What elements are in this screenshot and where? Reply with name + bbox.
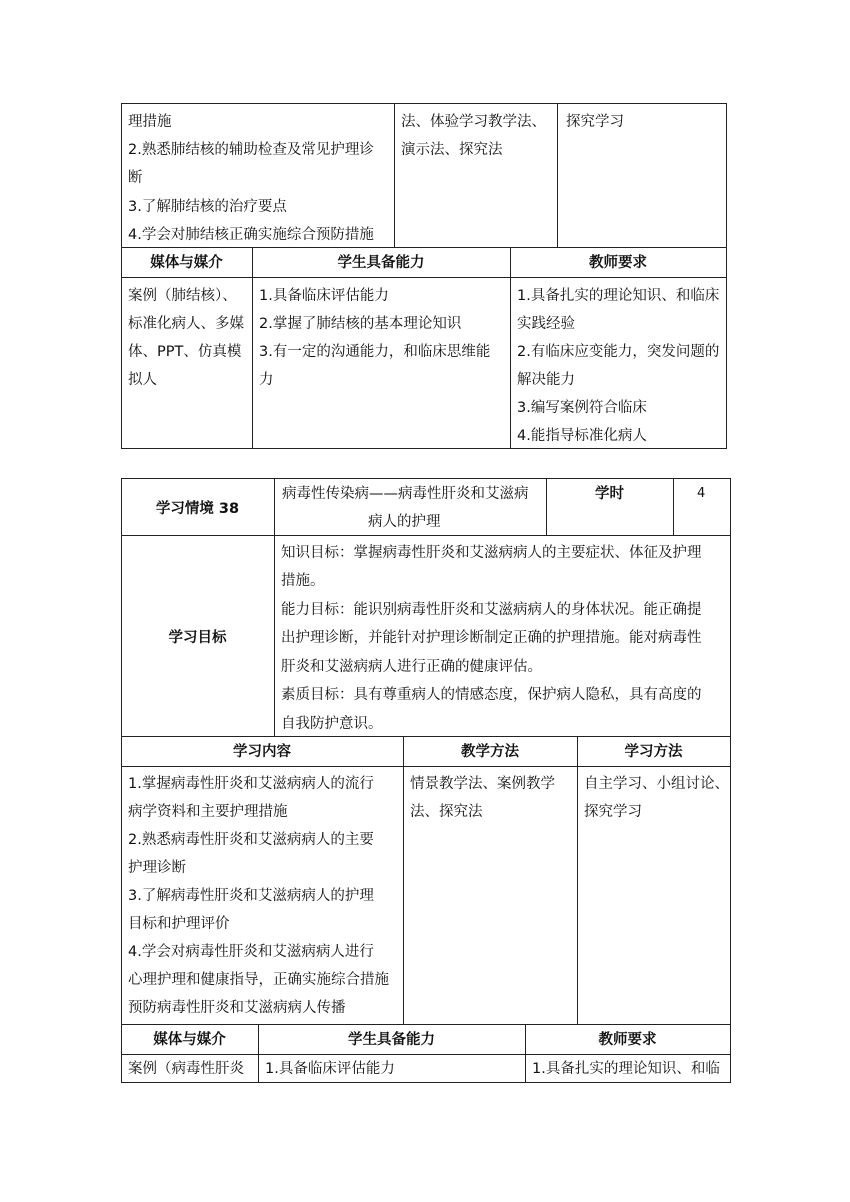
situation-label: 学习情境 38 [155, 501, 240, 517]
teacher-line: 3.编写案例符合临床 [517, 400, 647, 416]
learn-method-line: 探究学习 [584, 804, 642, 820]
teacher-line: 实践经验 [517, 316, 575, 332]
goal-line: 素质目标：具有尊重病人的情感态度，保护病人隐私，具有高度的 [281, 687, 702, 703]
teacher-line: 1.具备扎实的理论知识、和临 [532, 1061, 720, 1077]
media-header: 媒体与媒介 [153, 1032, 226, 1048]
hours-label: 学时 [595, 486, 624, 502]
goal-line: 知识目标：掌握病毒性肝炎和艾滋病病人的主要症状、体征及护理 [281, 545, 702, 561]
ability-line: 2.掌握了肺结核的基本理论知识 [259, 316, 462, 332]
ability-line: 3.有一定的沟通能力，和临床思维能 [259, 344, 491, 360]
content-line: 2.熟悉病毒性肝炎和艾滋病病人的主要 [128, 832, 374, 848]
goal-line: 自我防护意识。 [281, 716, 383, 732]
media-line: 标准化病人、多媒 [128, 316, 244, 332]
content-line: 3.了解病毒性肝炎和艾滋病病人的护理 [128, 888, 374, 904]
content-line: 2.熟悉肺结核的辅助检查及常见护理诊 [128, 142, 374, 158]
ability-line: 1.具备临床评估能力 [265, 1061, 395, 1077]
goal-line: 能力目标：能识别病毒性肝炎和艾滋病病人的身体状况。能正确提 [281, 602, 702, 618]
ability-line: 1.具备临床评估能力 [259, 288, 389, 304]
teacher-line: 1.具备扎实的理论知识、和临床 [517, 288, 720, 304]
hours-value: 4 [697, 486, 706, 501]
content-line: 4.学会对肺结核正确实施综合预防措施 [128, 227, 374, 243]
teacher-header: 教师要求 [598, 1032, 657, 1048]
teacher-line: 4.能指导标准化病人 [517, 428, 647, 444]
teach-method-line: 法、探究法 [410, 804, 483, 820]
teach-method-header: 教学方法 [461, 744, 519, 760]
situation-title-line: 病毒性传染病——病毒性肝炎和艾滋病 [282, 486, 529, 502]
teacher-line: 2.有临床应变能力，突发问题的 [517, 344, 720, 360]
content-line: 断 [128, 170, 143, 186]
situation-title-line: 病人的护理 [368, 514, 441, 530]
teach-method-line: 情景教学法、案例教学 [410, 776, 555, 792]
content-line: 1.掌握病毒性肝炎和艾滋病病人的流行 [128, 776, 374, 792]
content-line: 心理护理和健康指导，正确实施综合措施 [128, 972, 389, 988]
method-line: 法、体验学习教学法、 [401, 114, 546, 130]
teacher-header: 教师要求 [589, 255, 647, 271]
content-line: 目标和护理评价 [128, 916, 230, 932]
content-header: 学习内容 [233, 744, 291, 760]
method-line: 演示法、探究法 [401, 142, 503, 158]
media-line: 拟人 [128, 372, 157, 388]
content-line: 3.了解肺结核的治疗要点 [128, 199, 287, 215]
media-line: 体、PPT、仿真模 [128, 344, 242, 360]
goal-line: 措施。 [281, 573, 325, 589]
goal-line: 出护理诊断，并能针对护理诊断制定正确的护理措施。能对病毒性 [281, 630, 702, 646]
media-line: 案例（肺结核）、 [128, 288, 237, 304]
ability-line: 力 [259, 372, 274, 388]
teacher-line: 解决能力 [517, 372, 575, 388]
learn-method-line: 自主学习、小组讨论、 [584, 776, 729, 792]
study-line: 探究学习 [566, 114, 624, 130]
content-line: 护理诊断 [128, 860, 186, 876]
media-line: 案例（病毒性肝炎 [128, 1061, 244, 1077]
content-line: 预防病毒性肝炎和艾滋病病人传播 [128, 1000, 346, 1016]
content-line: 理措施 [128, 114, 172, 130]
content-line: 病学资料和主要护理措施 [128, 804, 288, 820]
ability-header: 学生具备能力 [337, 255, 425, 271]
goal-line: 肝炎和艾滋病病人进行正确的健康评估。 [281, 659, 542, 675]
ability-header: 学生具备能力 [348, 1032, 435, 1048]
content-line: 4.学会对病毒性肝炎和艾滋病病人进行 [128, 944, 374, 960]
learn-method-header: 学习方法 [624, 744, 683, 760]
media-header: 媒体与媒介 [150, 255, 223, 271]
goal-label: 学习目标 [168, 630, 227, 646]
